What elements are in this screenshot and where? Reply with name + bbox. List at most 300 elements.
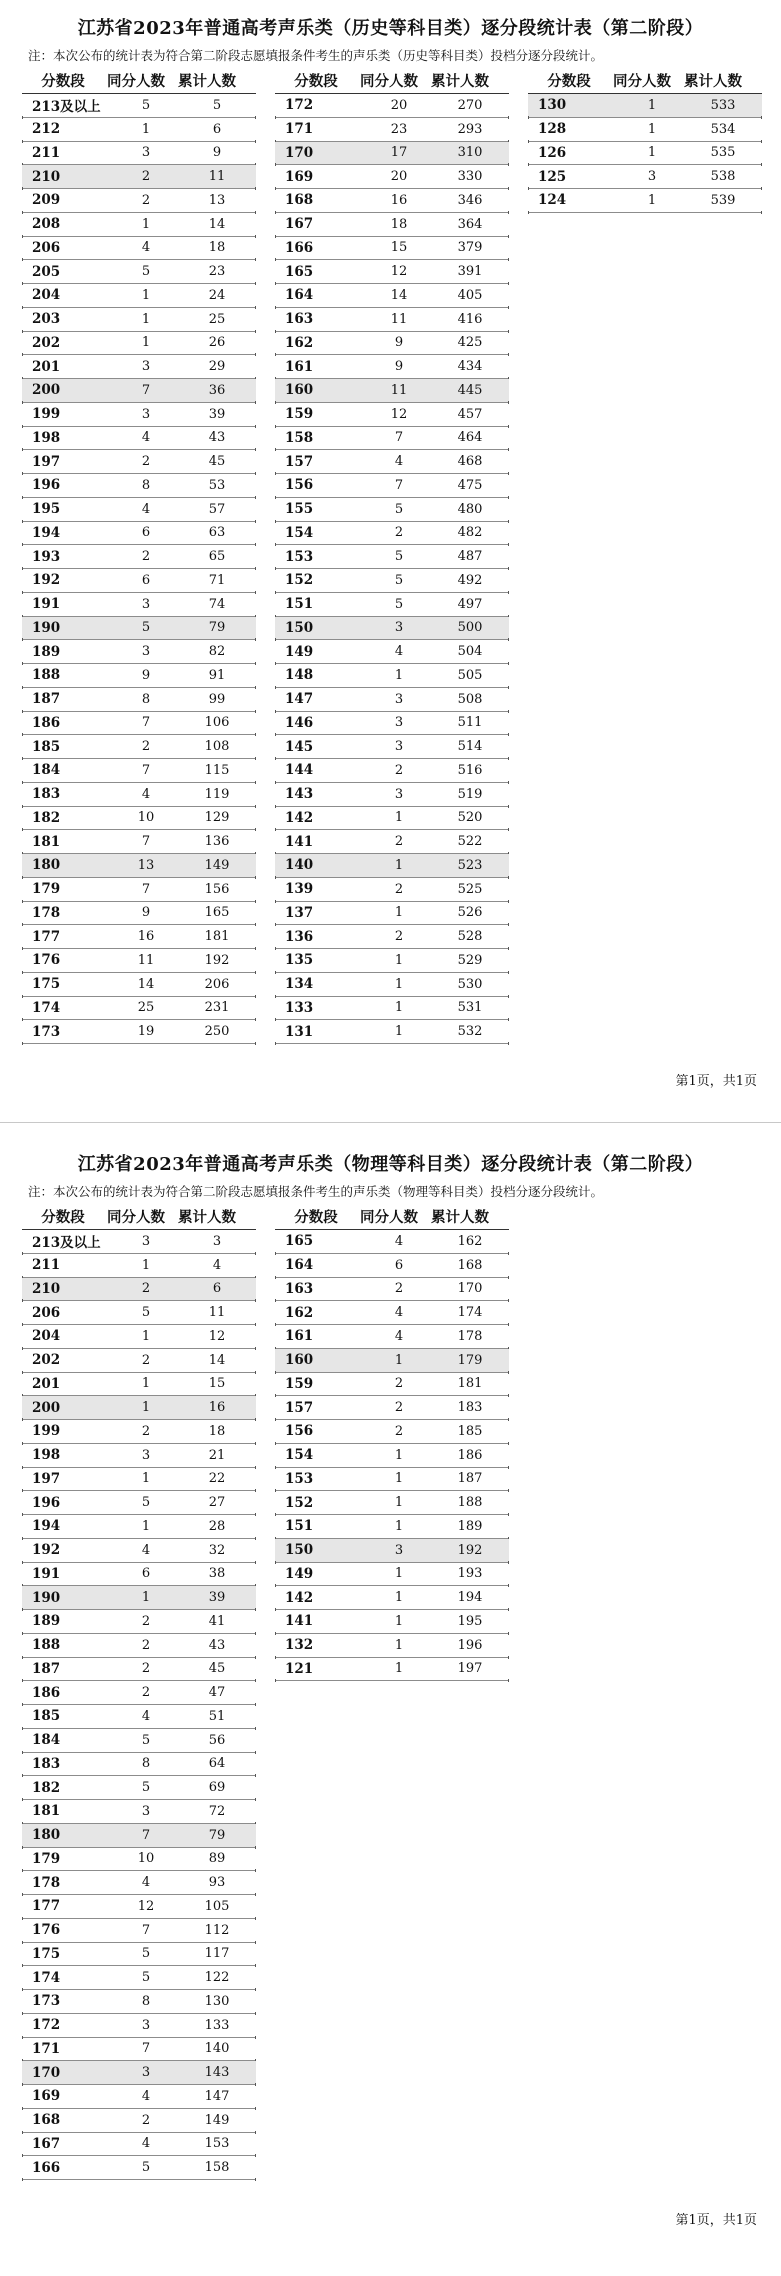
table-row	[22, 1729, 256, 1753]
score-cell: 205	[32, 263, 61, 280]
same-count-cell: 5	[141, 1970, 151, 1986]
score-cell: 202	[32, 334, 61, 351]
score-cell: 166	[285, 239, 314, 256]
score-cell: 162	[285, 334, 314, 351]
score-cell: 208	[32, 216, 61, 233]
cumulative-cell: 529	[457, 952, 483, 968]
same-count-cell: 4	[141, 501, 151, 517]
score-cell: 182	[32, 1779, 61, 1796]
score-cell: 143	[285, 786, 314, 803]
cumulative-cell: 45	[208, 454, 226, 470]
history-table-column-2	[275, 68, 509, 1044]
cumulative-cell: 532	[457, 1024, 483, 1040]
same-count-cell: 7	[141, 2041, 151, 2057]
score-cell: 131	[285, 1023, 314, 1040]
cumulative-cell: 79	[208, 1827, 226, 1843]
score-cell: 183	[32, 786, 61, 803]
table-row	[22, 1871, 256, 1895]
score-cell: 128	[538, 121, 567, 138]
cumulative-cell: 26	[208, 335, 226, 351]
table-row	[528, 189, 762, 213]
score-cell: 189	[32, 643, 61, 660]
table-row	[275, 450, 509, 474]
same-count-cell: 8	[141, 1756, 151, 1772]
score-cell: 132	[285, 1637, 314, 1654]
cumulative-cell: 45	[208, 1661, 226, 1677]
table-row	[275, 973, 509, 997]
header-cumulative: 累计人数	[431, 73, 489, 90]
cumulative-cell: 482	[457, 525, 483, 541]
score-cell: 141	[285, 833, 314, 850]
cumulative-cell: 538	[710, 169, 736, 185]
cumulative-cell: 79	[208, 620, 226, 636]
cumulative-cell: 41	[208, 1613, 226, 1629]
score-cell: 151	[285, 596, 314, 613]
score-cell: 124	[538, 192, 567, 209]
table-row	[22, 1468, 256, 1492]
cumulative-cell: 178	[457, 1328, 483, 1344]
cumulative-cell: 25	[208, 311, 226, 327]
cumulative-cell: 15	[208, 1376, 226, 1392]
same-count-cell: 1	[394, 667, 404, 683]
table-row	[275, 237, 509, 261]
score-cell: 140	[285, 857, 314, 874]
score-cell: 178	[32, 904, 61, 921]
table-row	[22, 664, 256, 688]
cumulative-cell: 57	[208, 501, 226, 517]
score-cell: 201	[32, 1375, 61, 1392]
same-count-cell: 10	[137, 810, 155, 826]
table-row	[275, 1444, 509, 1468]
cumulative-cell: 250	[204, 1024, 230, 1040]
cumulative-cell: 105	[204, 1898, 230, 1914]
table-row	[275, 260, 509, 284]
table-row	[22, 807, 256, 831]
same-count-cell: 3	[141, 644, 151, 660]
same-count-cell: 7	[141, 762, 151, 778]
table-row	[22, 308, 256, 332]
score-cell: 142	[285, 1589, 314, 1606]
same-count-cell: 7	[141, 382, 151, 398]
score-cell: 186	[32, 714, 61, 731]
table-row	[275, 118, 509, 142]
same-count-cell: 3	[141, 1803, 151, 1819]
score-cell: 180	[32, 857, 61, 874]
same-count-cell: 1	[141, 1257, 151, 1273]
score-cell: 187	[32, 691, 61, 708]
header-same-count: 同分人数	[107, 1209, 165, 1226]
score-cell: 189	[32, 1613, 61, 1630]
table-row	[22, 379, 256, 403]
table-row	[275, 94, 509, 118]
table-row	[22, 1325, 256, 1349]
cumulative-cell: 56	[208, 1732, 226, 1748]
same-count-cell: 5	[394, 596, 404, 612]
physics-page-footer: 第1页，共1页	[675, 2213, 757, 2228]
same-count-cell: 2	[141, 1661, 151, 1677]
score-cell: 167	[32, 2135, 61, 2152]
same-count-cell: 5	[394, 501, 404, 517]
cumulative-cell: 330	[457, 169, 483, 185]
same-count-cell: 5	[141, 2160, 151, 2176]
same-count-cell: 2	[141, 1423, 151, 1439]
cumulative-cell: 6	[212, 121, 222, 137]
cumulative-cell: 6	[212, 1281, 222, 1297]
history-table-column-1	[22, 68, 256, 1044]
table-row	[275, 783, 509, 807]
same-count-cell: 3	[394, 691, 404, 707]
cumulative-cell: 108	[204, 739, 230, 755]
table-row	[22, 1539, 256, 1563]
table-row	[22, 735, 256, 759]
same-count-cell: 1	[394, 905, 404, 921]
table-row	[22, 1658, 256, 1682]
table-row	[22, 213, 256, 237]
same-count-cell: 16	[390, 192, 408, 208]
table-row	[22, 1563, 256, 1587]
score-cell: 183	[32, 1755, 61, 1772]
score-cell: 161	[285, 358, 314, 375]
same-count-cell: 2	[141, 549, 151, 565]
cumulative-cell: 14	[208, 1352, 226, 1368]
same-count-cell: 3	[141, 1233, 151, 1249]
table-row	[275, 1396, 509, 1420]
same-count-cell: 3	[394, 715, 404, 731]
cumulative-cell: 112	[204, 1922, 230, 1938]
same-count-cell: 5	[141, 1305, 151, 1321]
history-page-footer: 第1页，共1页	[675, 1074, 757, 1089]
score-cell: 175	[32, 976, 61, 993]
same-count-cell: 6	[141, 1566, 151, 1582]
cumulative-cell: 5	[212, 97, 222, 113]
cumulative-cell: 293	[457, 121, 483, 137]
same-count-cell: 3	[141, 2065, 151, 2081]
table-row	[275, 1468, 509, 1492]
table-row	[275, 830, 509, 854]
cumulative-cell: 525	[457, 881, 483, 897]
table-row	[275, 712, 509, 736]
cumulative-cell: 165	[204, 905, 230, 921]
score-cell: 155	[285, 501, 314, 518]
same-count-cell: 1	[647, 121, 657, 137]
cumulative-cell: 106	[204, 715, 230, 731]
cumulative-cell: 434	[457, 359, 483, 375]
table-row	[275, 284, 509, 308]
score-cell: 139	[285, 881, 314, 898]
same-count-cell: 2	[141, 1613, 151, 1629]
cumulative-cell: 206	[204, 976, 230, 992]
same-count-cell: 9	[394, 359, 404, 375]
same-count-cell: 14	[390, 287, 408, 303]
cumulative-cell: 71	[208, 572, 226, 588]
cumulative-cell: 379	[457, 240, 483, 256]
same-count-cell: 9	[141, 667, 151, 683]
table-row	[22, 165, 256, 189]
cumulative-cell: 500	[457, 620, 483, 636]
cumulative-cell: 193	[457, 1566, 483, 1582]
table-row	[22, 902, 256, 926]
table-row	[275, 688, 509, 712]
same-count-cell: 1	[647, 192, 657, 208]
cumulative-cell: 156	[204, 881, 230, 897]
cumulative-cell: 3	[212, 1233, 222, 1249]
cumulative-cell: 140	[204, 2041, 230, 2057]
cumulative-cell: 520	[457, 810, 483, 826]
history-title: 江苏省2023年普通高考声乐类（历史等科目类）逐分段统计表（第二阶段）	[77, 18, 704, 39]
header-same-count: 同分人数	[613, 73, 671, 90]
physics-section	[0, 1130, 781, 2276]
score-cell: 181	[32, 1803, 61, 1820]
same-count-cell: 1	[647, 145, 657, 161]
cumulative-cell: 487	[457, 549, 483, 565]
score-cell: 185	[32, 738, 61, 755]
table-row	[22, 1895, 256, 1919]
cumulative-cell: 310	[457, 145, 483, 161]
score-cell: 160	[285, 382, 314, 399]
table-row	[22, 878, 256, 902]
same-count-cell: 3	[141, 596, 151, 612]
table-row	[275, 545, 509, 569]
same-count-cell: 2	[141, 1637, 151, 1653]
score-cell: 192	[32, 1542, 61, 1559]
score-cell: 179	[32, 1850, 61, 1867]
cumulative-cell: 14	[208, 216, 226, 232]
score-cell: 171	[285, 121, 314, 138]
score-cell: 134	[285, 976, 314, 993]
cumulative-cell: 511	[457, 715, 483, 731]
table-row	[22, 1491, 256, 1515]
score-cell: 201	[32, 358, 61, 375]
cumulative-cell: 346	[457, 192, 483, 208]
physics-table-column-1	[22, 1204, 256, 2180]
same-count-cell: 8	[141, 1993, 151, 2009]
table-header	[22, 1204, 256, 1230]
same-count-cell: 5	[141, 97, 151, 113]
table-row	[22, 1966, 256, 1990]
same-count-cell: 19	[137, 1024, 155, 1040]
table-row	[22, 1373, 256, 1397]
cumulative-cell: 170	[457, 1281, 483, 1297]
same-count-cell: 7	[141, 834, 151, 850]
score-cell: 187	[32, 1660, 61, 1677]
table-row	[22, 949, 256, 973]
table-row	[22, 403, 256, 427]
table-row	[275, 617, 509, 641]
same-count-cell: 23	[390, 121, 408, 137]
same-count-cell: 2	[394, 762, 404, 778]
score-cell: 153	[285, 548, 314, 565]
table-row	[275, 332, 509, 356]
cumulative-cell: 505	[457, 667, 483, 683]
table-row	[275, 1515, 509, 1539]
cumulative-cell: 468	[457, 454, 483, 470]
same-count-cell: 3	[141, 2017, 151, 2033]
same-count-cell: 2	[394, 929, 404, 945]
table-row	[22, 1396, 256, 1420]
table-row	[22, 1824, 256, 1848]
score-cell: 210	[32, 168, 61, 185]
table-row	[22, 783, 256, 807]
table-row	[275, 664, 509, 688]
cumulative-cell: 519	[457, 786, 483, 802]
same-count-cell: 1	[394, 1024, 404, 1040]
score-cell: 133	[285, 999, 314, 1016]
score-cell: 190	[32, 1589, 61, 1606]
score-cell: 144	[285, 762, 314, 779]
same-count-cell: 4	[394, 644, 404, 660]
same-count-cell: 5	[141, 264, 151, 280]
same-count-cell: 2	[394, 1376, 404, 1392]
table-row	[275, 759, 509, 783]
same-count-cell: 6	[141, 572, 151, 588]
same-count-cell: 4	[141, 240, 151, 256]
cumulative-cell: 27	[208, 1495, 226, 1511]
table-row	[275, 403, 509, 427]
table-row	[275, 189, 509, 213]
table-row	[22, 712, 256, 736]
same-count-cell: 1	[394, 952, 404, 968]
header-same-count: 同分人数	[360, 73, 418, 90]
cumulative-cell: 416	[457, 311, 483, 327]
cumulative-cell: 93	[208, 1875, 226, 1891]
cumulative-cell: 119	[204, 786, 230, 802]
cumulative-cell: 531	[457, 1000, 483, 1016]
same-count-cell: 25	[137, 1000, 155, 1016]
score-cell: 164	[285, 287, 314, 304]
score-cell: 160	[285, 1352, 314, 1369]
header-same-count: 同分人数	[360, 1209, 418, 1226]
score-cell: 151	[285, 1518, 314, 1535]
score-cell: 137	[285, 904, 314, 921]
table-row	[22, 1705, 256, 1729]
score-cell: 167	[285, 216, 314, 233]
score-cell: 206	[32, 1304, 61, 1321]
same-count-cell: 1	[141, 1376, 151, 1392]
table-row	[275, 379, 509, 403]
same-count-cell: 3	[141, 1447, 151, 1463]
table-row	[275, 355, 509, 379]
cumulative-cell: 158	[204, 2160, 230, 2176]
cumulative-cell: 475	[457, 477, 483, 493]
table-row	[22, 355, 256, 379]
cumulative-cell: 13	[208, 192, 226, 208]
same-count-cell: 1	[141, 1328, 151, 1344]
score-cell: 168	[285, 192, 314, 209]
score-cell: 174	[32, 999, 61, 1016]
header-score: 分数段	[294, 1209, 338, 1226]
table-row	[275, 1020, 509, 1044]
same-count-cell: 2	[141, 2112, 151, 2128]
score-cell: 136	[285, 928, 314, 945]
cumulative-cell: 11	[208, 169, 226, 185]
table-row	[22, 1420, 256, 1444]
table-row	[528, 165, 762, 189]
table-row	[22, 94, 256, 118]
cumulative-cell: 522	[457, 834, 483, 850]
same-count-cell: 1	[394, 1518, 404, 1534]
cumulative-cell: 99	[208, 691, 226, 707]
same-count-cell: 4	[141, 1542, 151, 1558]
same-count-cell: 14	[137, 976, 155, 992]
table-row	[275, 1658, 509, 1682]
cumulative-cell: 64	[208, 1756, 226, 1772]
table-row	[275, 165, 509, 189]
score-cell: 162	[285, 1304, 314, 1321]
table-row	[22, 1278, 256, 1302]
cumulative-cell: 425	[457, 335, 483, 351]
same-count-cell: 11	[137, 952, 155, 968]
table-row	[275, 308, 509, 332]
cumulative-cell: 38	[208, 1566, 226, 1582]
cumulative-cell: 480	[457, 501, 483, 517]
table-row	[22, 640, 256, 664]
header-same-count: 同分人数	[107, 73, 165, 90]
table-row	[22, 1943, 256, 1967]
score-cell: 166	[32, 2159, 61, 2176]
cumulative-cell: 196	[457, 1637, 483, 1653]
same-count-cell: 11	[390, 311, 408, 327]
same-count-cell: 7	[141, 1827, 151, 1843]
table-row	[275, 593, 509, 617]
score-cell: 204	[32, 287, 61, 304]
same-count-cell: 3	[394, 739, 404, 755]
score-cell: 169	[32, 2088, 61, 2105]
table-row	[275, 142, 509, 166]
cumulative-cell: 4	[212, 1257, 222, 1273]
cumulative-cell: 405	[457, 287, 483, 303]
same-count-cell: 12	[137, 1898, 155, 1914]
cumulative-cell: 21	[208, 1447, 226, 1463]
score-cell: 141	[285, 1613, 314, 1630]
same-count-cell: 1	[141, 335, 151, 351]
table-header	[528, 68, 762, 94]
table-row	[22, 1776, 256, 1800]
same-count-cell: 5	[141, 1780, 151, 1796]
cumulative-cell: 508	[457, 691, 483, 707]
score-cell: 184	[32, 762, 61, 779]
same-count-cell: 1	[141, 1590, 151, 1606]
same-count-cell: 11	[390, 382, 408, 398]
score-cell: 152	[285, 1494, 314, 1511]
score-cell: 213及以上	[32, 1235, 101, 1252]
cumulative-cell: 153	[204, 2136, 230, 2152]
same-count-cell: 6	[394, 1257, 404, 1273]
score-cell: 157	[285, 453, 314, 470]
score-cell: 159	[285, 406, 314, 423]
same-count-cell: 1	[394, 1447, 404, 1463]
table-row	[22, 1800, 256, 1824]
cumulative-cell: 364	[457, 216, 483, 232]
cumulative-cell: 39	[208, 1590, 226, 1606]
same-count-cell: 1	[394, 1590, 404, 1606]
cumulative-cell: 18	[208, 1423, 226, 1439]
same-count-cell: 5	[141, 620, 151, 636]
cumulative-cell: 183	[457, 1400, 483, 1416]
table-row	[22, 1301, 256, 1325]
same-count-cell: 1	[394, 1471, 404, 1487]
table-row	[22, 142, 256, 166]
header-cumulative: 累计人数	[178, 1209, 236, 1226]
same-count-cell: 20	[390, 97, 408, 113]
table-row	[275, 1491, 509, 1515]
score-cell: 130	[538, 97, 567, 114]
section-divider	[0, 1122, 781, 1123]
same-count-cell: 5	[141, 1732, 151, 1748]
cumulative-cell: 22	[208, 1471, 226, 1487]
score-cell: 150	[285, 1542, 314, 1559]
table-row	[22, 1753, 256, 1777]
score-cell: 203	[32, 311, 61, 328]
